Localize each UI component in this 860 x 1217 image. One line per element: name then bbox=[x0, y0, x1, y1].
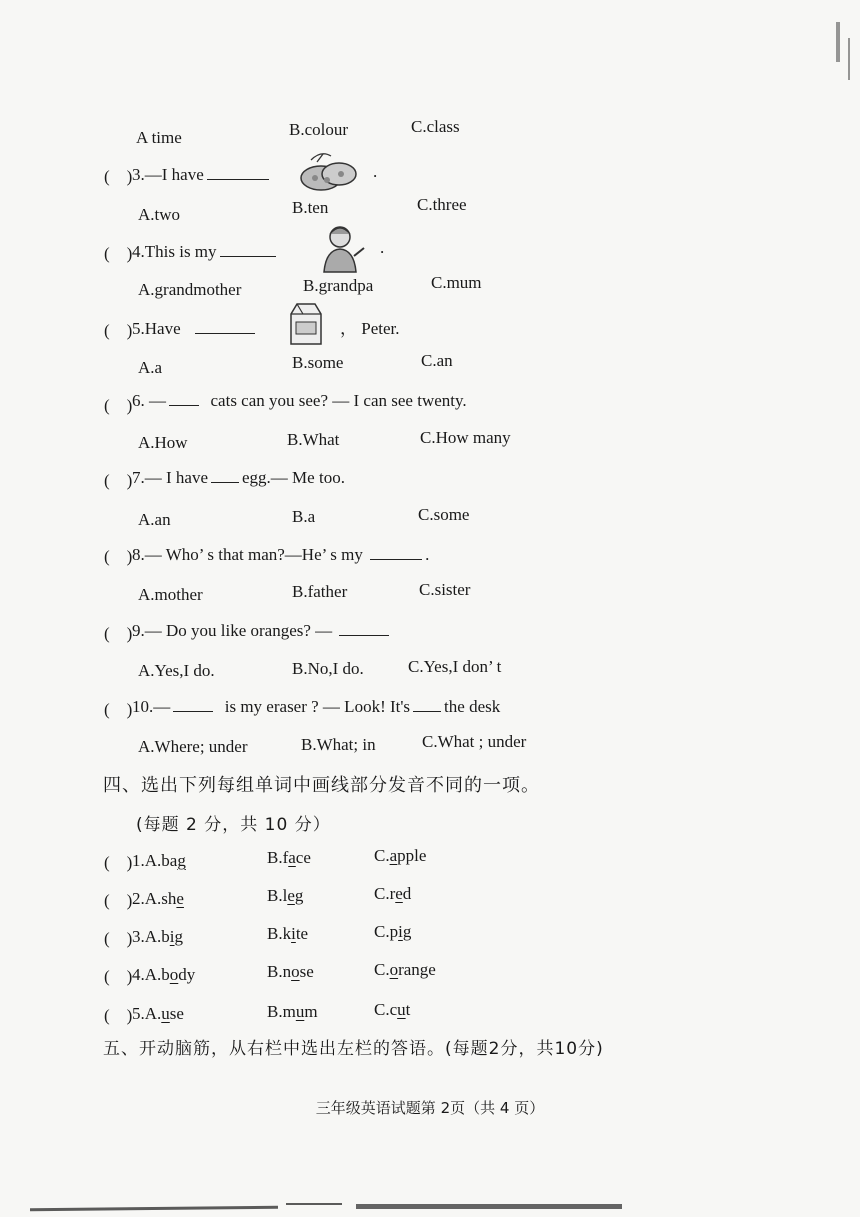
scan-edge bbox=[356, 1204, 622, 1209]
phonics-3-c: C.pig bbox=[374, 922, 412, 941]
phonics-4-a: 4.A.body bbox=[132, 965, 196, 984]
phonics-5-a: 5.A.use bbox=[132, 1004, 184, 1023]
question-4-end: . bbox=[380, 238, 385, 257]
scan-edge bbox=[30, 1206, 278, 1212]
section-4-score: (每题 2 分，共 10 分） bbox=[136, 815, 331, 835]
answer-paren[interactable]: ( ) bbox=[104, 321, 133, 340]
answer-paren[interactable]: ( ) bbox=[104, 244, 133, 263]
milk-carton-icon bbox=[285, 302, 327, 346]
question-4: 4.This is my bbox=[132, 242, 279, 262]
option-a: A.Yes,I do. bbox=[138, 661, 215, 680]
option-c: C.How many bbox=[420, 428, 511, 447]
scan-edge bbox=[286, 1203, 342, 1205]
option-b: B.grandpa bbox=[303, 276, 374, 295]
answer-paren[interactable]: ( ) bbox=[104, 396, 133, 415]
option-a: A.an bbox=[138, 510, 171, 529]
phonics-3-b: B.kite bbox=[267, 924, 309, 943]
option-b: B.No,I do. bbox=[292, 659, 364, 678]
option-c: C.three bbox=[417, 195, 467, 214]
answer-paren[interactable]: ( ) bbox=[104, 1006, 133, 1025]
phonics-1-c: C.apple bbox=[374, 846, 427, 865]
answer-paren[interactable]: ( ) bbox=[104, 471, 133, 490]
option-a: A.two bbox=[138, 205, 181, 224]
option-b: B.a bbox=[292, 507, 316, 526]
phonics-2-b: B.leg bbox=[267, 886, 304, 905]
question-3: 3.—I have bbox=[132, 165, 272, 185]
option-a: A.How bbox=[138, 433, 188, 452]
option-a: A.grandmother bbox=[138, 280, 242, 299]
question-10: 10.— is my eraser ? — Look! It's the desk bbox=[132, 697, 501, 716]
option-b: B.What bbox=[287, 430, 340, 449]
question-3-end: . bbox=[373, 162, 378, 181]
scan-edge bbox=[836, 22, 840, 62]
question-9: 9.— Do you like oranges? — bbox=[132, 621, 392, 641]
answer-paren[interactable]: ( ) bbox=[104, 547, 133, 566]
question-6: 6. — cats can you see? — I can see twenty. bbox=[132, 391, 467, 410]
option-b: B.father bbox=[292, 582, 348, 601]
question-5-end: ， Peter. bbox=[340, 319, 400, 338]
option-c: C.mum bbox=[431, 273, 482, 292]
phonics-5-b: B.mum bbox=[267, 1002, 318, 1021]
phonics-4-b: B.nose bbox=[267, 962, 314, 981]
option-a: A.a bbox=[138, 358, 163, 377]
phonics-3-a: 3.A.big bbox=[132, 927, 184, 946]
option-c: C.some bbox=[418, 505, 470, 524]
phonics-5-c: C.cut bbox=[374, 1000, 411, 1019]
scan-edge bbox=[848, 38, 850, 80]
option-c: C.class bbox=[411, 117, 460, 136]
answer-paren[interactable]: ( ) bbox=[104, 700, 133, 719]
page-footer: 三年级英语试题第 2页（共 4 页） bbox=[315, 1099, 545, 1117]
phonics-2-c: C.red bbox=[374, 884, 412, 903]
option-a: A time bbox=[136, 128, 182, 147]
question-8: 8.— Who’ s that man?—He’ s my . bbox=[132, 545, 430, 564]
question-5: 5.Have bbox=[132, 319, 258, 339]
option-a: A.Where; under bbox=[138, 737, 248, 756]
answer-paren[interactable]: ( ) bbox=[104, 624, 133, 643]
option-a: A.mother bbox=[138, 585, 203, 604]
phonics-1-a: 1.A.bag bbox=[132, 851, 186, 870]
option-c: C.sister bbox=[419, 580, 471, 599]
option-c: C.What ; under bbox=[422, 732, 527, 751]
option-b: B.What; in bbox=[301, 735, 376, 754]
answer-paren[interactable]: ( ) bbox=[104, 853, 133, 872]
option-b: B.some bbox=[292, 353, 344, 372]
section-5-title: 五、开动脑筋，从右栏中选出左栏的答语。(每题2分，共10分) bbox=[103, 1039, 604, 1059]
answer-paren[interactable]: ( ) bbox=[104, 891, 133, 910]
answer-paren[interactable]: ( ) bbox=[104, 929, 133, 948]
answer-paren[interactable]: ( ) bbox=[104, 167, 133, 186]
option-b: B.colour bbox=[289, 120, 349, 139]
section-4-title: 四、选出下列每组单词中画线部分发音不同的一项。 bbox=[103, 775, 540, 796]
phonics-2-a: 2.A.she bbox=[132, 889, 184, 908]
option-b: B.ten bbox=[292, 198, 329, 217]
phonics-1-b: B.face bbox=[267, 848, 311, 867]
answer-paren[interactable]: ( ) bbox=[104, 967, 133, 986]
option-c: C.Yes,I don’ t bbox=[408, 657, 502, 676]
grandpa-icon bbox=[320, 222, 368, 274]
option-c: C.an bbox=[421, 351, 453, 370]
phonics-4-c: C.orange bbox=[374, 960, 436, 979]
question-7: 7.— I have egg.— Me too. bbox=[132, 468, 345, 487]
peanuts-icon bbox=[297, 150, 359, 194]
